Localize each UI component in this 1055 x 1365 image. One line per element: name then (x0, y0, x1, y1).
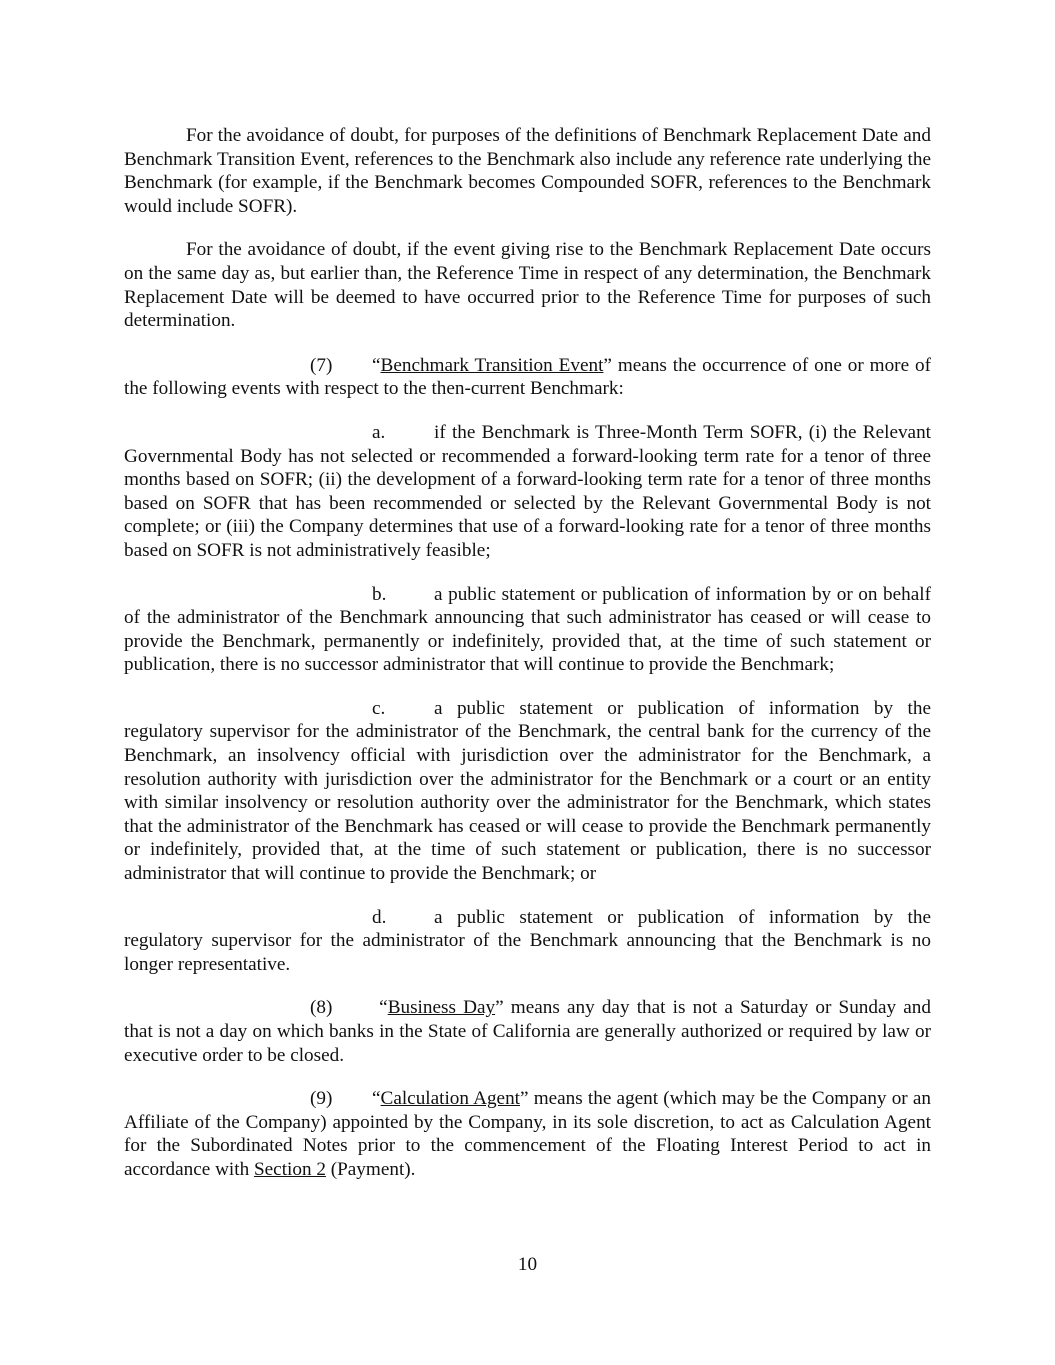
paragraph-benchmark-reference-scope: For the avoidance of doubt, for purposes of the definitions of Benchmark Replacement Date and Benchmark Transition Event, references to the Benchmark also include any reference rate underlying the Benchmark (for example, if the Benchmark becomes Compounded SOFR, references to the Benchmark would include SOFR). (124, 125, 931, 217)
open-quote: “ (372, 354, 381, 376)
definition-business-day (124, 996, 931, 1067)
list-item-c (124, 697, 931, 886)
open-quote: “ (372, 1088, 381, 1110)
list-item-text: a public statement or publication of information by or on behalf of the administrator of the Benchmark announcing that such administrator has ceased or will cease to provide the Benchmark, permanently or indefinitely, provided that, at the time of such statement or publication, there is no successor administrator that will continue to provide the Benchmark; (124, 583, 931, 676)
definition-text: ” means any day that is not a Saturday or Sunday and that is not a day on which banks in the State of California are generally authorized or required by law or executive order to be closed. (124, 997, 931, 1066)
list-item-text: a public statement or publication of information by the regulatory supervisor for the administrator of the Benchmark, the central bank for the currency of the Benchmark, an insolvency official with jurisdiction over the administrator for the Benchmark, a resolution authority with jurisdiction over the administrator for the Benchmark or a court or an entity with similar insolvency or resolution authority over the administrator for the Benchmark, which states that the administrator of the Benchmark has ceased or will cease to provide the Benchmark permanently or indefinitely, provided that, at the time of such statement or publication, there is no successor administrator that will continue to provide the Benchmark; or (124, 697, 931, 885)
list-item-letter: c. (372, 697, 386, 719)
defined-term: Benchmark Transition Event (380, 354, 604, 376)
paragraph-benchmark-replacement-timing: For the avoidance of doubt, if the event giving rise to the Benchmark Replacement Date occurs on the same day as, but earlier than, the Reference Time in respect of any determination, the Benchmark Replacement Date will be deemed to have occurred prior to the Reference Time for purposes of such determination. (124, 239, 931, 332)
list-item-letter: b. (372, 583, 387, 605)
open-quote: “ (372, 997, 388, 1019)
document-page (124, 124, 931, 1182)
list-item-d (124, 906, 931, 977)
defined-term: Calculation Agent (380, 1088, 521, 1110)
definition-number: (9) (310, 1088, 333, 1110)
definition-benchmark-transition-event (124, 354, 931, 401)
definition-text: ” means the agent (which may be the Company or an Affiliate of the Company) appointed by the Company, in its sole discretion, to act as Calculation Agent for the Subordinated Notes prior to the commencement of the Floating Interest Period to act in accordance with (124, 1088, 931, 1180)
list-item-text: a public statement or publication of information by the regulatory supervisor for the administrator of the Benchmark announcing that the Benchmark is no longer representative. (124, 906, 931, 975)
list-item-text: if the Benchmark is Three-Month Term SOFR, (i) the Relevant Governmental Body has not selected or recommended a forward-looking term rate for a tenor of three months based on SOFR; (ii) the development of a forward-looking term rate for a tenor of three months based on SOFR that has been recommended or selected by the Relevant Governmental Body is not complete; or (iii) the Company determines that use of a forward-looking rate for a tenor of three months based on SOFR is not administratively feasible; (124, 421, 931, 561)
list-item-b (124, 583, 931, 677)
definition-number: (8) (310, 997, 333, 1019)
definition-tail: (Payment). (325, 1158, 416, 1180)
list-item-letter: d. (372, 906, 387, 928)
definition-number: (7) (310, 354, 333, 376)
list-item-a (124, 421, 931, 563)
definition-calculation-agent (124, 1087, 931, 1181)
defined-term: Business Day (387, 997, 496, 1019)
section-reference: Section 2 (253, 1158, 326, 1180)
page-number: 10 (517, 1254, 538, 1275)
list-item-letter: a. (372, 421, 386, 443)
definition-text: ” means the occurrence of one or more of the following events with respect to the then-current Benchmark: (124, 354, 931, 400)
